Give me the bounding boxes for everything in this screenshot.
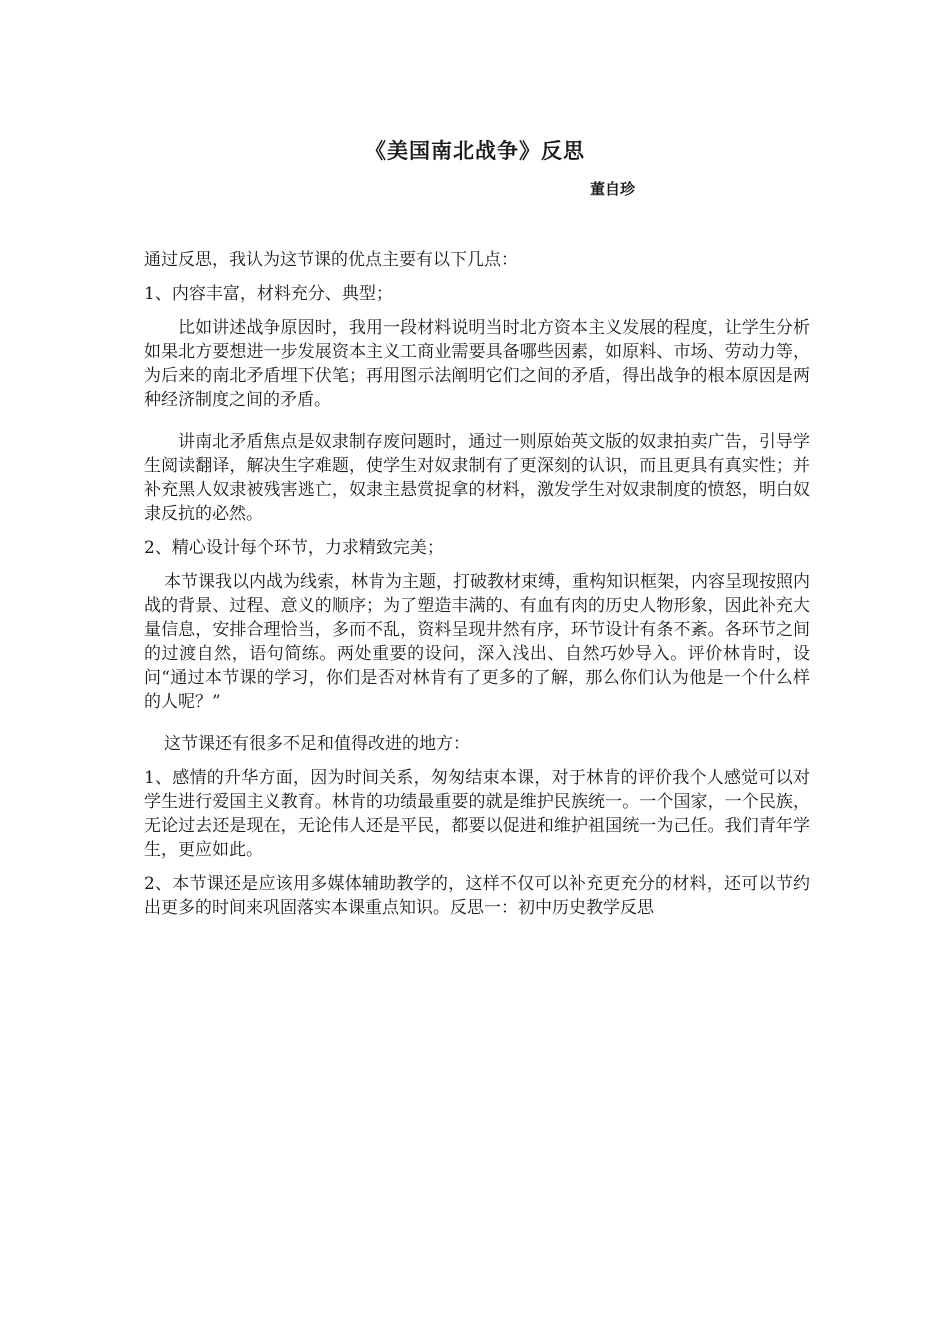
paragraph-shortcoming-1: 1、感情的升华方面，因为时间关系，匆匆结束本课，对于林肯的评价我个人感觉可以对学生进行爱国主义教育。林肯的功绩最重要的就是维护民族统一。一个国家，一个民族，无论过去还是现在，无论伟人还是平民，都要以促进和维护祖国统一为己任。我们青年学生，更应如此。 [144,768,810,860]
document-author: 董自珍 [590,180,636,198]
paragraph-lesson-design: 本节课我以内战为线索，林肯为主题，打破教材束缚，重构知识框架，内容呈现按照内战的背景、过程、意义的顺序；为了塑造丰满的、有血有肉的历史人物形象，因此补充大量信息，安排合理恰当，多而不乱，资料呈现井然有序，环节设计有条不紊。各环节之间的过渡自然，语句简练。两处重要的设问，深入浅出、自然巧妙导入。评价林肯时，设问“通过本节课的学习，你们是否对林肯有了更多的了解，那么你们认为他是一个什么样的人呢？” [144,572,810,712]
document-title: 《美国南北战争》反思 [365,139,585,163]
paragraph-point-2-heading: 2、精心设计每个环节，力求精致完美； [144,538,444,558]
paragraph-point-1-heading: 1、内容丰富，材料充分、典型； [144,284,393,304]
paragraph-intro: 通过反思，我认为这节课的优点主要有以下几点： [144,250,518,270]
paragraph-war-causes: 比如讲述战争原因时，我用一段材料说明当时北方资本主义发展的程度，让学生分析如果北方要想进一步发展资本主义工商业需要具备哪些因素，如原料、市场、劳动力等，为后来的南北矛盾埋下伏笔；再用图示法阐明它们之间的矛盾，得出战争的根本原因是两种经济制度之间的矛盾。 [144,318,810,410]
paragraph-shortcomings-intro: 这节课还有很多不足和值得改进的地方： [164,734,470,754]
paragraph-slavery-issue: 讲南北矛盾焦点是奴隶制存废问题时，通过一则原始英文版的奴隶拍卖广告，引导学生阅读翻译，解决生字难题，使学生对奴隶制有了更深刻的认识，而且更具有真实性；并补充黑人奴隶被残害逃亡，奴隶主悬赏捉拿的材料，激发学生对奴隶制度的愤怒，明白奴隶反抗的必然。 [144,432,810,524]
paragraph-shortcoming-2: 2、本节课还是应该用多媒体辅助教学的，这样不仅可以补充更充分的材料，还可以节约出更多的时间来巩固落实本课重点知识。反思一：初中历史教学反思 [144,874,810,918]
document-body [144,248,810,930]
